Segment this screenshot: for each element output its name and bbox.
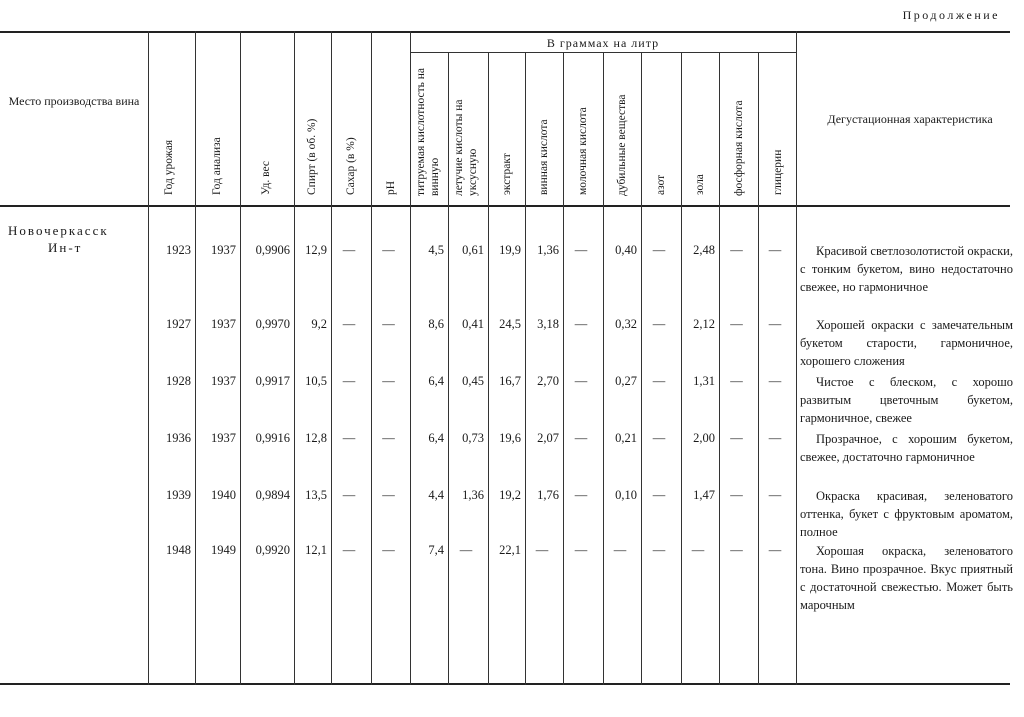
cell-harvest-year: 1923 [166, 243, 191, 257]
tasting-note: Прозрачное, с хорошим букетом, свежее, достаточно гармоничное [800, 432, 1013, 464]
cell-volatile-acids: 1,36 [462, 488, 484, 502]
continuation-caption: Продолжение [902, 8, 1000, 22]
cell-harvest-year: 1948 [166, 543, 191, 557]
header-nitrogen: азот [655, 174, 667, 195]
cell-lactic-acid: — [574, 317, 588, 331]
cell-analysis-year: 1949 [211, 543, 236, 557]
cell-ph: — [382, 243, 395, 257]
header-titratable-acidity: титруемая кислотность на винную [415, 67, 441, 196]
cell-tartaric-acid: — [535, 543, 549, 557]
cell-tannins: 0,21 [615, 431, 637, 445]
cell-ph: — [382, 488, 395, 502]
cell-harvest-year: 1936 [166, 431, 191, 445]
cell-sugar: — [342, 317, 356, 331]
header-analysis-year: Год анализа [211, 137, 223, 195]
table-bottom-rule [0, 683, 1010, 685]
col-rule [796, 31, 797, 685]
col-rule [195, 31, 196, 685]
cell-nitrogen: — [652, 374, 666, 388]
tasting-note: Хорошей окраски с замечательным букетом старости, гармоничное, хорошего сложения [800, 318, 1013, 368]
cell-lactic-acid: — [574, 543, 588, 557]
cell-tartaric-acid: 3,18 [537, 317, 559, 331]
cell-alcohol: 13,5 [305, 488, 327, 502]
cell-ash: 2,00 [693, 431, 715, 445]
cell-glycerin: — [768, 488, 782, 502]
cell-ash: 1,47 [693, 488, 715, 502]
cell-titratable-acidity: 6,4 [428, 431, 444, 445]
header-volatile-acids: летучие кислоты на уксусную [453, 99, 479, 196]
header-ph: pH [385, 180, 397, 195]
header-place: Место производства вина [8, 94, 140, 108]
col-rule [525, 53, 526, 685]
cell-volatile-acids: — [459, 543, 473, 557]
cell-extract: 19,9 [499, 243, 521, 257]
place-line-1: Новочеркасск [8, 223, 109, 238]
col-rule [563, 53, 564, 685]
cell-analysis-year: 1937 [211, 431, 236, 445]
cell-nitrogen: — [652, 317, 666, 331]
cell-sugar: — [342, 374, 356, 388]
cell-glycerin: — [768, 374, 782, 388]
tasting-note: Красивой светлозолотистой окраски, с тонким букетом, вино недостаточно свежее, но гармоничное [800, 244, 1013, 294]
cell-extract: 24,5 [499, 317, 521, 331]
table-top-rule [0, 31, 1010, 33]
cell-ph: — [382, 374, 395, 388]
cell-glycerin: — [768, 431, 782, 445]
cell-tartaric-acid: 2,07 [537, 431, 559, 445]
header-tartaric-acid: винная кислота [538, 119, 550, 195]
cell-specific-gravity: 0,9916 [255, 431, 290, 445]
cell-sugar: — [342, 543, 356, 557]
cell-sugar: — [342, 243, 356, 257]
header-extract: экстракт [501, 153, 513, 195]
cell-volatile-acids: 0,73 [462, 431, 484, 445]
col-rule [448, 53, 449, 685]
cell-phosphoric-acid: — [730, 543, 743, 557]
cell-titratable-acidity: 6,4 [428, 374, 444, 388]
header-bottom-rule [0, 205, 1010, 207]
cell-titratable-acidity: 8,6 [428, 317, 444, 331]
cell-glycerin: — [768, 543, 782, 557]
cell-harvest-year: 1939 [166, 488, 191, 502]
cell-tartaric-acid: 1,36 [537, 243, 559, 257]
cell-ph: — [382, 317, 395, 331]
cell-lactic-acid: — [574, 374, 588, 388]
header-group: В граммах на литр [546, 36, 660, 50]
cell-titratable-acidity: 4,4 [428, 488, 444, 502]
cell-nitrogen: — [652, 431, 666, 445]
cell-alcohol: 9,2 [311, 317, 327, 331]
cell-alcohol: 12,8 [305, 431, 327, 445]
cell-nitrogen: — [652, 488, 666, 502]
cell-extract: 22,1 [499, 543, 521, 557]
cell-specific-gravity: 0,9970 [255, 317, 290, 331]
cell-phosphoric-acid: — [730, 317, 743, 331]
cell-alcohol: 12,1 [305, 543, 327, 557]
col-rule [641, 53, 642, 685]
cell-ash: — [691, 543, 705, 557]
col-rule [331, 31, 332, 685]
header-specific-gravity: Уд. вес [260, 161, 272, 195]
cell-lactic-acid: — [574, 431, 588, 445]
cell-ph: — [382, 431, 395, 445]
col-rule [148, 31, 149, 685]
cell-volatile-acids: 0,45 [462, 374, 484, 388]
cell-extract: 19,6 [499, 431, 521, 445]
cell-specific-gravity: 0,9920 [255, 543, 290, 557]
cell-lactic-acid: — [574, 243, 588, 257]
col-rule [371, 31, 372, 685]
header-ash: зола [694, 174, 706, 195]
cell-specific-gravity: 0,9894 [255, 488, 290, 502]
cell-analysis-year: 1937 [211, 317, 236, 331]
cell-tartaric-acid: 1,76 [537, 488, 559, 502]
tasting-note: Чистое с блеском, с хорошо развитым цветочным букетом, гармоничное, свежее [800, 375, 1013, 425]
col-rule [681, 53, 682, 685]
cell-tannins: 0,27 [615, 374, 637, 388]
cell-extract: 19,2 [499, 488, 521, 502]
cell-phosphoric-acid: — [730, 431, 743, 445]
cell-sugar: — [342, 488, 356, 502]
header-glycerin: глицерин [772, 149, 784, 195]
cell-glycerin: — [768, 317, 782, 331]
cell-tannins: — [613, 543, 627, 557]
cell-ph: — [382, 543, 395, 557]
header-alcohol: Спирт (в об. %) [306, 118, 318, 195]
tasting-note: Хорошая окраска, зеленоватого тона. Вино прозрачное. Вкус приятный с достаточной свежестью. Может быть марочным [800, 544, 1013, 612]
cell-tannins: 0,32 [615, 317, 637, 331]
header-phosphoric-acid: фосфорная кислота [733, 100, 745, 196]
cell-lactic-acid: — [574, 488, 588, 502]
col-rule [294, 31, 295, 685]
cell-harvest-year: 1927 [166, 317, 191, 331]
cell-phosphoric-acid: — [730, 488, 743, 502]
header-tasting: Дегустационная характеристика [827, 112, 993, 126]
cell-tannins: 0,40 [615, 243, 637, 257]
cell-phosphoric-acid: — [730, 243, 743, 257]
header-sugar: Сахар (в %) [345, 137, 357, 195]
cell-harvest-year: 1928 [166, 374, 191, 388]
cell-titratable-acidity: 7,4 [428, 543, 444, 557]
col-rule [410, 31, 411, 685]
col-rule [488, 53, 489, 685]
cell-specific-gravity: 0,9906 [255, 243, 290, 257]
col-rule [240, 31, 241, 685]
cell-specific-gravity: 0,9917 [255, 374, 290, 388]
header-lactic-acid: молочная кислота [577, 107, 589, 195]
header-tannins: дубильные вещества [616, 94, 628, 196]
cell-analysis-year: 1937 [211, 374, 236, 388]
col-rule [758, 53, 759, 685]
cell-nitrogen: — [652, 543, 666, 557]
col-rule [719, 53, 720, 685]
header-harvest-year: Год урожая [163, 139, 175, 195]
cell-sugar: — [342, 431, 356, 445]
cell-alcohol: 10,5 [305, 374, 327, 388]
cell-ash: 2,48 [693, 243, 715, 257]
cell-phosphoric-acid: — [730, 374, 743, 388]
cell-analysis-year: 1940 [211, 488, 236, 502]
cell-tartaric-acid: 2,70 [537, 374, 559, 388]
cell-volatile-acids: 0,41 [462, 317, 484, 331]
cell-tannins: 0,10 [615, 488, 637, 502]
cell-titratable-acidity: 4,5 [428, 243, 444, 257]
cell-volatile-acids: 0,61 [462, 243, 484, 257]
cell-nitrogen: — [652, 243, 666, 257]
cell-extract: 16,7 [499, 374, 521, 388]
cell-ash: 2,12 [693, 317, 715, 331]
cell-analysis-year: 1937 [211, 243, 236, 257]
tasting-note: Окраска красивая, зеленоватого оттенка, букет с фруктовым ароматом, полное [800, 489, 1013, 539]
col-rule [603, 53, 604, 685]
cell-ash: 1,31 [693, 374, 715, 388]
cell-alcohol: 12,9 [305, 243, 327, 257]
place-line-2: Ин-т [48, 240, 83, 255]
cell-glycerin: — [768, 243, 782, 257]
